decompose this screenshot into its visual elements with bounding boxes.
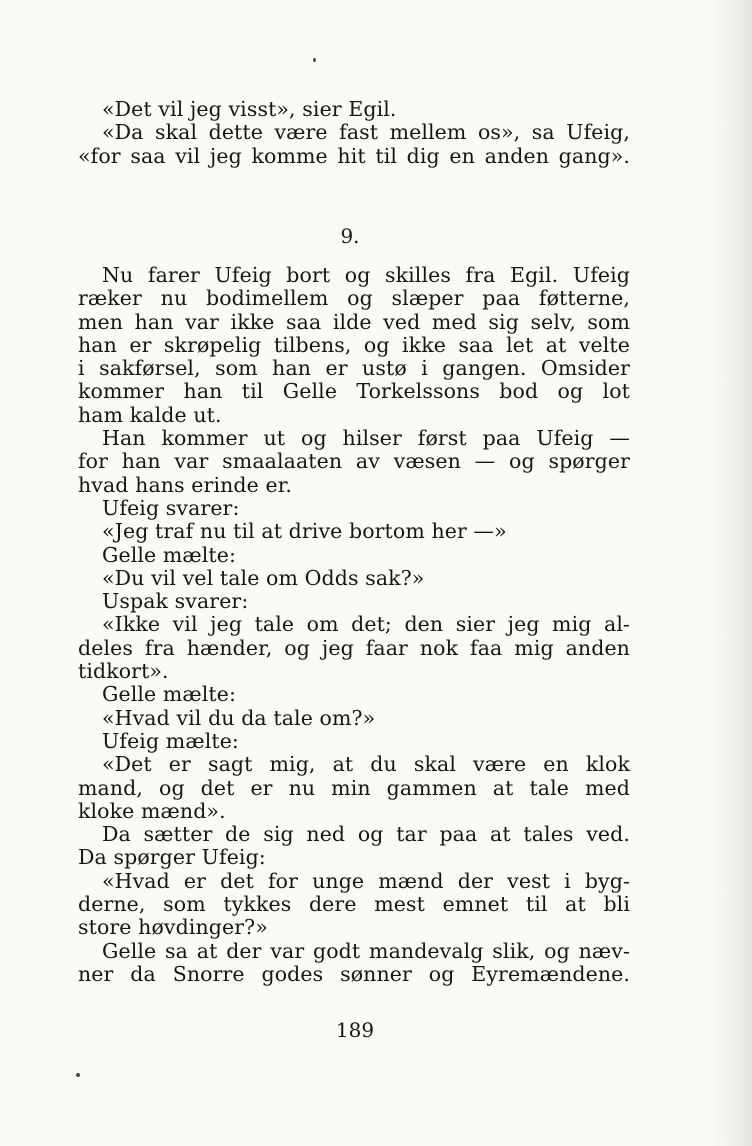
text-line: Han kommer ut og hilser først paa Ufeig — xyxy=(102,426,630,451)
text-line: «for saa vil jeg komme hit til dig en anden gang». xyxy=(78,143,630,168)
text-line: ræker nu bodimellem og slæper paa føtterne, xyxy=(78,286,630,311)
text-line: «Du vil vel tale om Odds sak?» xyxy=(102,565,425,590)
page-edge-shadow xyxy=(712,0,752,1146)
text-line: Gelle sa at der var godt mandevalg slik, og næv- xyxy=(102,938,630,963)
text-line: «Det vil jeg visst», sier Egil. xyxy=(102,97,397,121)
text-line: hvad hans erinde er. xyxy=(78,472,292,497)
text-line: i sakførsel, som han er ustø i gangen. Omsider xyxy=(78,356,630,381)
text-line: Da sætter de sig ned og tar paa at tales ved. xyxy=(102,822,630,847)
text-line: kommer han til Gelle Torkelssons bod og lot xyxy=(78,379,630,404)
text-line: «Hvad vil du da tale om?» xyxy=(102,705,376,730)
text-line: ham kalde ut. xyxy=(78,402,222,427)
top-paragraph xyxy=(78,98,630,168)
text-line: Gelle mælte: xyxy=(102,542,237,567)
text-line: «Det er sagt mig, at du skal være en klok xyxy=(102,752,630,777)
print-speck-top xyxy=(313,58,316,62)
print-speck-bottom xyxy=(76,1073,80,1077)
text-line: Nu farer Ufeig bort og skilles fra Egil. Ufeig xyxy=(102,263,630,287)
text-line: tidkort». xyxy=(78,659,169,684)
text-line: «Jeg traf nu til at drive bortom her —» xyxy=(102,519,507,544)
text-line: Uspak svarer: xyxy=(102,589,249,614)
text-line: «Hvad er det for unge mænd der vest i byg- xyxy=(102,868,630,893)
page-number: 189 xyxy=(335,1018,375,1042)
body-text xyxy=(78,264,630,986)
text-line: for han var smaalaaten av væsen — og spørger xyxy=(78,449,630,474)
text-line: «Da skal dette være fast mellem os», sa Ufeig, xyxy=(102,120,630,145)
text-line: ner da Snorre godes sønner og Eyremændene. xyxy=(78,961,630,986)
text-line: kloke mænd». xyxy=(78,798,226,823)
text-line: han er skrøpelig tilbens, og ikke saa let at velte xyxy=(78,332,630,357)
text-line: store høvdinger?» xyxy=(78,915,268,940)
text-line: deles fra hænder, og jeg faar nok faa mig anden xyxy=(78,635,630,660)
text-line: derne, som tykkes dere mest emnet til at bli xyxy=(78,892,630,917)
text-line: men han var ikke saa ilde ved med sig selv, som xyxy=(78,309,630,334)
section-number: 9. xyxy=(340,224,360,248)
text-line: Ufeig svarer: xyxy=(102,495,240,520)
text-line: Gelle mælte: xyxy=(102,682,237,707)
text-line: «Ikke vil jeg tale om det; den sier jeg mig al- xyxy=(102,612,630,637)
text-line: Da spørger Ufeig: xyxy=(78,845,266,870)
text-line: mand, og det er nu min gammen at tale med xyxy=(78,775,630,800)
text-line: Ufeig mælte: xyxy=(102,728,239,753)
